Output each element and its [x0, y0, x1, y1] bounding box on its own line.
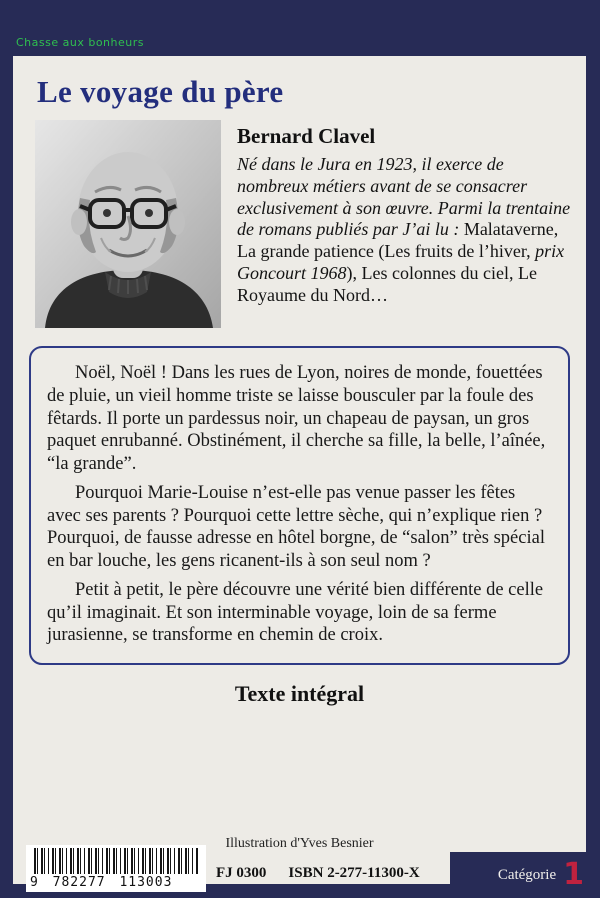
synopsis-paragraph-2: Pourquoi Marie-Louise n’est-elle pas venue passer les fêtes avec ses parents ? Pourquoi cette lettre sèche, qui n’explique rien ? Pourquoi, de fausse adresse en hôtel borgne, de “salon” très spécial en bar louche, les gens ricanent-ils à son seul nom ?: [47, 482, 545, 571]
author-works-list-2: ), Les colonnes du ciel, Le Royaume du Nord…: [237, 262, 537, 305]
category-number: 1: [563, 857, 584, 892]
author-works-list-1: Malataverne, La grande patience (Les fruits de l’hiver,: [237, 219, 559, 262]
barcode: [26, 845, 206, 892]
watermark-text: Chasse aux bonheurs: [16, 36, 144, 49]
category-label: Catégorie: [497, 866, 557, 883]
author-goncourt-mention: prix Goncourt 1968: [237, 241, 565, 283]
author-photo: [35, 120, 221, 328]
author-section: [13, 120, 586, 328]
barcode-bars-icon: [34, 848, 198, 874]
isbn-line: [216, 865, 442, 882]
author-portrait-illustration: [35, 120, 221, 328]
cover-inner: [13, 56, 586, 884]
texte-integral-label: Texte intégral: [234, 681, 365, 706]
illustration-credit: Illustration d'Yves Besnier: [225, 836, 374, 851]
barcode-digits: 9 782277 113003: [30, 875, 173, 890]
author-bio: [237, 154, 574, 306]
synopsis-paragraph-3: Petit à petit, le père découvre une vérité bien différente de celle qu’il imaginait. Et son interminable voyage, loin de sa ferme jurasienne, se transforme en chemin de croix.: [47, 579, 544, 646]
book-title: Le voyage du père: [37, 74, 284, 109]
author-name: Bernard Clavel: [237, 124, 376, 148]
publisher-code: FJ 0300: [216, 865, 267, 881]
synopsis-paragraph-1: Noël, Noël ! Dans les rues de Lyon, noires de monde, fouettées de pluie, un vieil homme triste se laisse bousculer par la foule des fêtards. Il porte un pardessus noir, un chapeau de paysan, un gros paquet enrubanné. Obstinément, il cherche sa fille, la belle, l’aînée, “la grande”.: [47, 363, 546, 474]
author-bio-intro: Né dans le Jura en 1923, il exerce de nombreux métiers avant de se consacrer exclusivement à son œuvre. Parmi la trentaine de romans publiés par J’ai lu :: [237, 154, 571, 240]
author-bio-block: [237, 120, 574, 328]
category-badge: [450, 852, 600, 898]
isbn-number: ISBN 2-277-11300-X: [288, 865, 420, 881]
synopsis-box: [29, 346, 570, 665]
